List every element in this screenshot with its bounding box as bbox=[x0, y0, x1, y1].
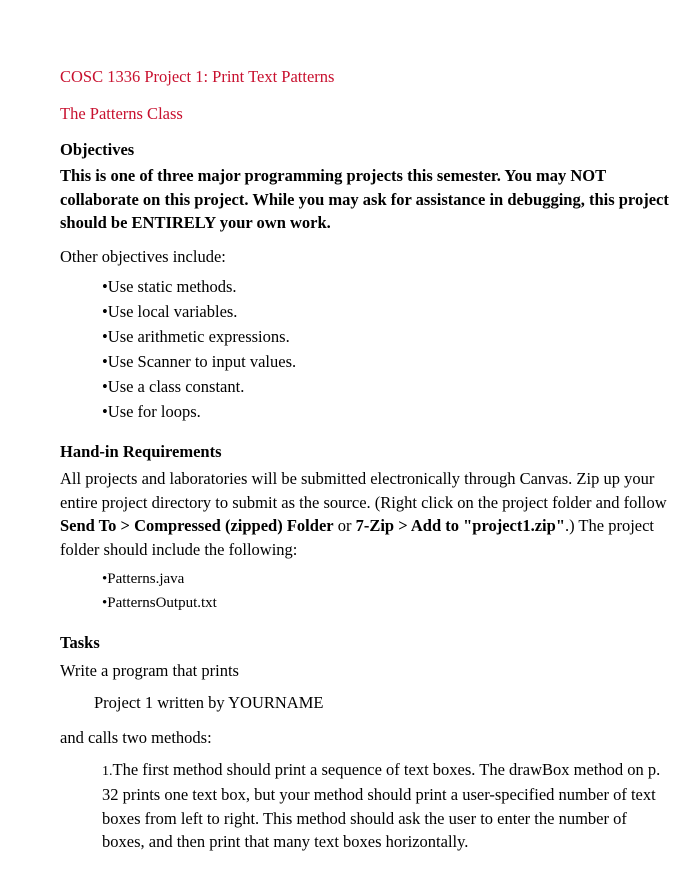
handin-or: or bbox=[333, 516, 356, 535]
handin-heading: Hand-in Requirements bbox=[60, 442, 222, 461]
document-page bbox=[60, 66, 670, 854]
tasks-heading: Tasks bbox=[60, 633, 100, 652]
list-item-text: The first method should print a sequence of text boxes. The drawBox method on p. 32 prints one text box, but your method should print a user-specified number of text boxes from left to right. This method should ask the user to enter the number of boxes, and then print that many text boxes horizontally. bbox=[102, 759, 661, 851]
list-number: 1. bbox=[102, 763, 113, 779]
tasks-sample-output: Project 1 written by YOURNAME bbox=[94, 692, 324, 712]
handin-bold-7zip: 7-Zip > Add to "project1.zip" bbox=[355, 516, 565, 535]
list-item: •Use for loops. bbox=[102, 402, 201, 421]
handin-paragraph bbox=[60, 467, 670, 561]
list-item: •Use arithmetic expressions. bbox=[102, 327, 290, 346]
page-subtitle: The Patterns Class bbox=[60, 104, 183, 123]
handin-file-list bbox=[102, 567, 670, 615]
objectives-heading: Objectives bbox=[60, 140, 135, 159]
tasks-intro: Write a program that prints bbox=[60, 661, 239, 680]
handin-text-1: All projects and laboratories will be submitted electronically through Canvas. Zip up your entire project directory to submit as the source. (Right click on the project folder and follow bbox=[60, 469, 667, 512]
tasks-calls: and calls two methods: bbox=[60, 728, 212, 747]
list-item: •Patterns.java bbox=[102, 571, 185, 587]
tasks-method-list bbox=[102, 758, 670, 854]
list-item: •PatternsOutput.txt bbox=[102, 595, 217, 611]
handin-text-2: .) The project folder should include the following: bbox=[60, 516, 655, 559]
list-item: •Use local variables. bbox=[102, 302, 238, 321]
objectives-bold-paragraph: This is one of three major programming projects this semester. You may NOT collaborate on this project. While you may ask for assistance in debugging, this project should be ENTIRELY your own work. bbox=[60, 166, 669, 232]
handin-bold-send-to: Send To > Compressed (zipped) Folder bbox=[60, 516, 334, 535]
list-item: •Use a class constant. bbox=[102, 377, 245, 396]
page-title: COSC 1336 Project 1: Print Text Patterns bbox=[60, 67, 335, 86]
objectives-intro: Other objectives include: bbox=[60, 246, 226, 266]
objectives-list bbox=[102, 274, 670, 424]
list-item: •Use Scanner to input values. bbox=[102, 352, 297, 371]
list-item: •Use static methods. bbox=[102, 277, 237, 296]
list-item bbox=[102, 758, 670, 854]
